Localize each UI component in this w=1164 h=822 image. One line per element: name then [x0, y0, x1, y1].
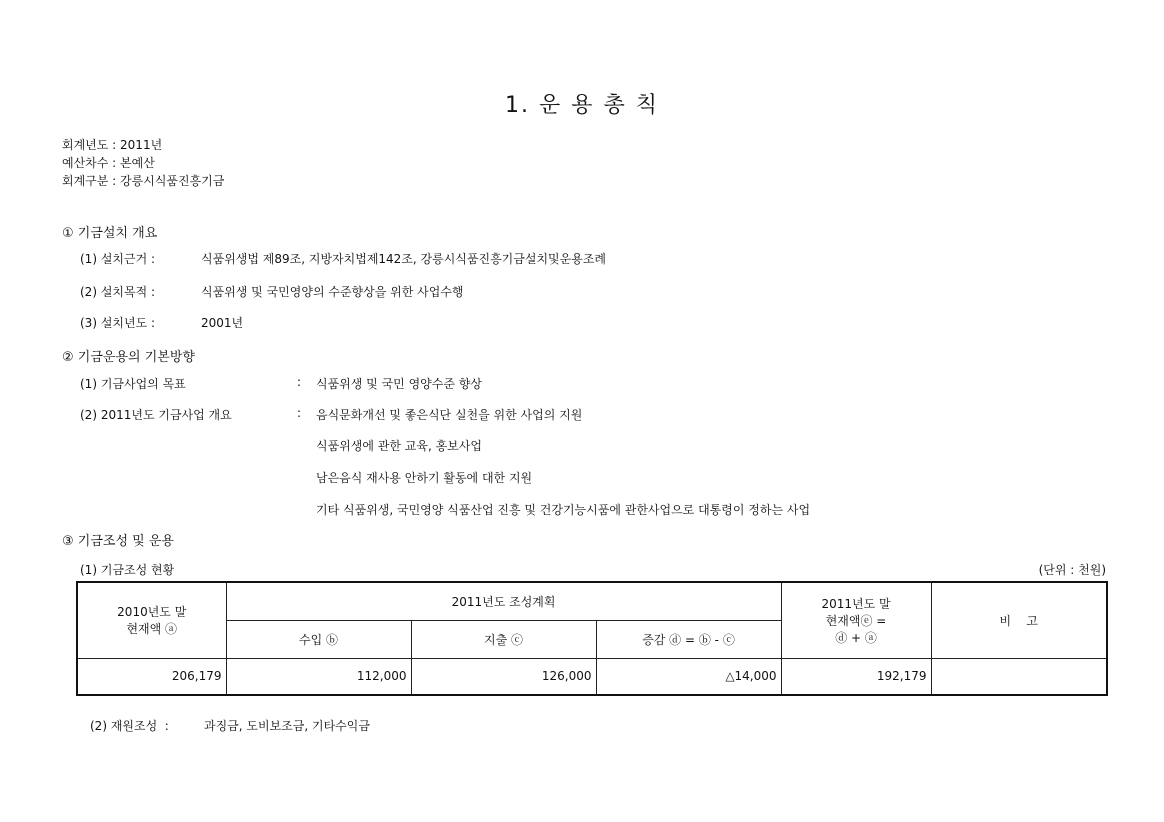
header-expense: 지출 ⓒ [411, 620, 596, 658]
cell-expense: 126,000 [411, 658, 596, 695]
cell-income: 112,000 [226, 658, 411, 695]
goal-value: 식품위생 및 국민 영양수준 향상 [316, 377, 482, 391]
overview-item: 식품위생에 관한 교육, 홍보사업 [316, 439, 482, 453]
header-prev-balance [77, 582, 226, 658]
year-label: (3) 설치년도 : [80, 316, 156, 330]
header-prev-line2: 현재액 ⓐ [126, 622, 178, 637]
unit-label: (단위 : 천원) [1038, 563, 1106, 577]
page-title: 1. 운 용 총 칙 [505, 93, 659, 118]
account-type: 회계구분 : 강릉시식품진흥기금 [62, 174, 225, 188]
year-value: 2001년 [201, 316, 244, 330]
goal-colon: : [297, 375, 302, 389]
section1-heading: ① 기금설치 개요 [62, 226, 158, 241]
overview-item: 음식문화개선 및 좋은식단 실천을 위한 사업의 지원 [316, 408, 583, 422]
section2-heading: ② 기금운용의 기본방향 [62, 350, 195, 365]
table-row [77, 658, 1107, 695]
header-end-line1: 2011년도 말 [821, 596, 891, 611]
fund-table [76, 581, 1108, 696]
source-value: 과징금, 도비보조금, 기타수익금 [204, 719, 370, 733]
cell-note [931, 658, 1107, 695]
header-plan: 2011년도 조성계획 [226, 582, 781, 620]
header-end-balance [781, 582, 931, 658]
header-income: 수입 ⓑ [226, 620, 411, 658]
header-end-line2: 현재액ⓔ = [825, 613, 887, 628]
goal-label: (1) 기금사업의 목표 [80, 377, 186, 391]
overview-colon: : [297, 406, 302, 420]
basis-label: (1) 설치근거 : [80, 252, 156, 266]
overview-item: 기타 식품위생, 국민영양 식품산업 진흥 및 건강기능시품에 관한사업으로 대통령이 정하는 사업 [316, 503, 811, 517]
header-change: 증감 ⓓ = ⓑ - ⓒ [596, 620, 781, 658]
section3-heading: ③ 기금조성 및 운용 [62, 534, 174, 549]
basis-value: 식품위생법 제89조, 지방자치법제142조, 강릉시식품진흥기금설치및운용조례 [201, 252, 607, 266]
header-note: 비 고 [931, 582, 1107, 658]
purpose-label: (2) 설치목적 : [80, 285, 156, 299]
overview-item: 남은음식 재사용 안하기 활동에 대한 지원 [316, 471, 533, 485]
source-label: (2) 재원조성 : [90, 719, 169, 733]
cell-end: 192,179 [781, 658, 931, 695]
fund-status-label: (1) 기금조성 현황 [80, 563, 175, 577]
overview-label: (2) 2011년도 기금사업 개요 [80, 408, 232, 422]
cell-change: △14,000 [596, 658, 781, 695]
header-end-line3: ⓓ + ⓐ [835, 630, 877, 645]
purpose-value: 식품위생 및 국민영양의 수준향상을 위한 사업수행 [201, 285, 464, 299]
cell-prev: 206,179 [77, 658, 226, 695]
budget-order: 예산차수 : 본예산 [62, 156, 155, 170]
fiscal-year: 회계년도 : 2011년 [62, 138, 163, 152]
header-prev-line1: 2010년도 말 [117, 605, 187, 620]
